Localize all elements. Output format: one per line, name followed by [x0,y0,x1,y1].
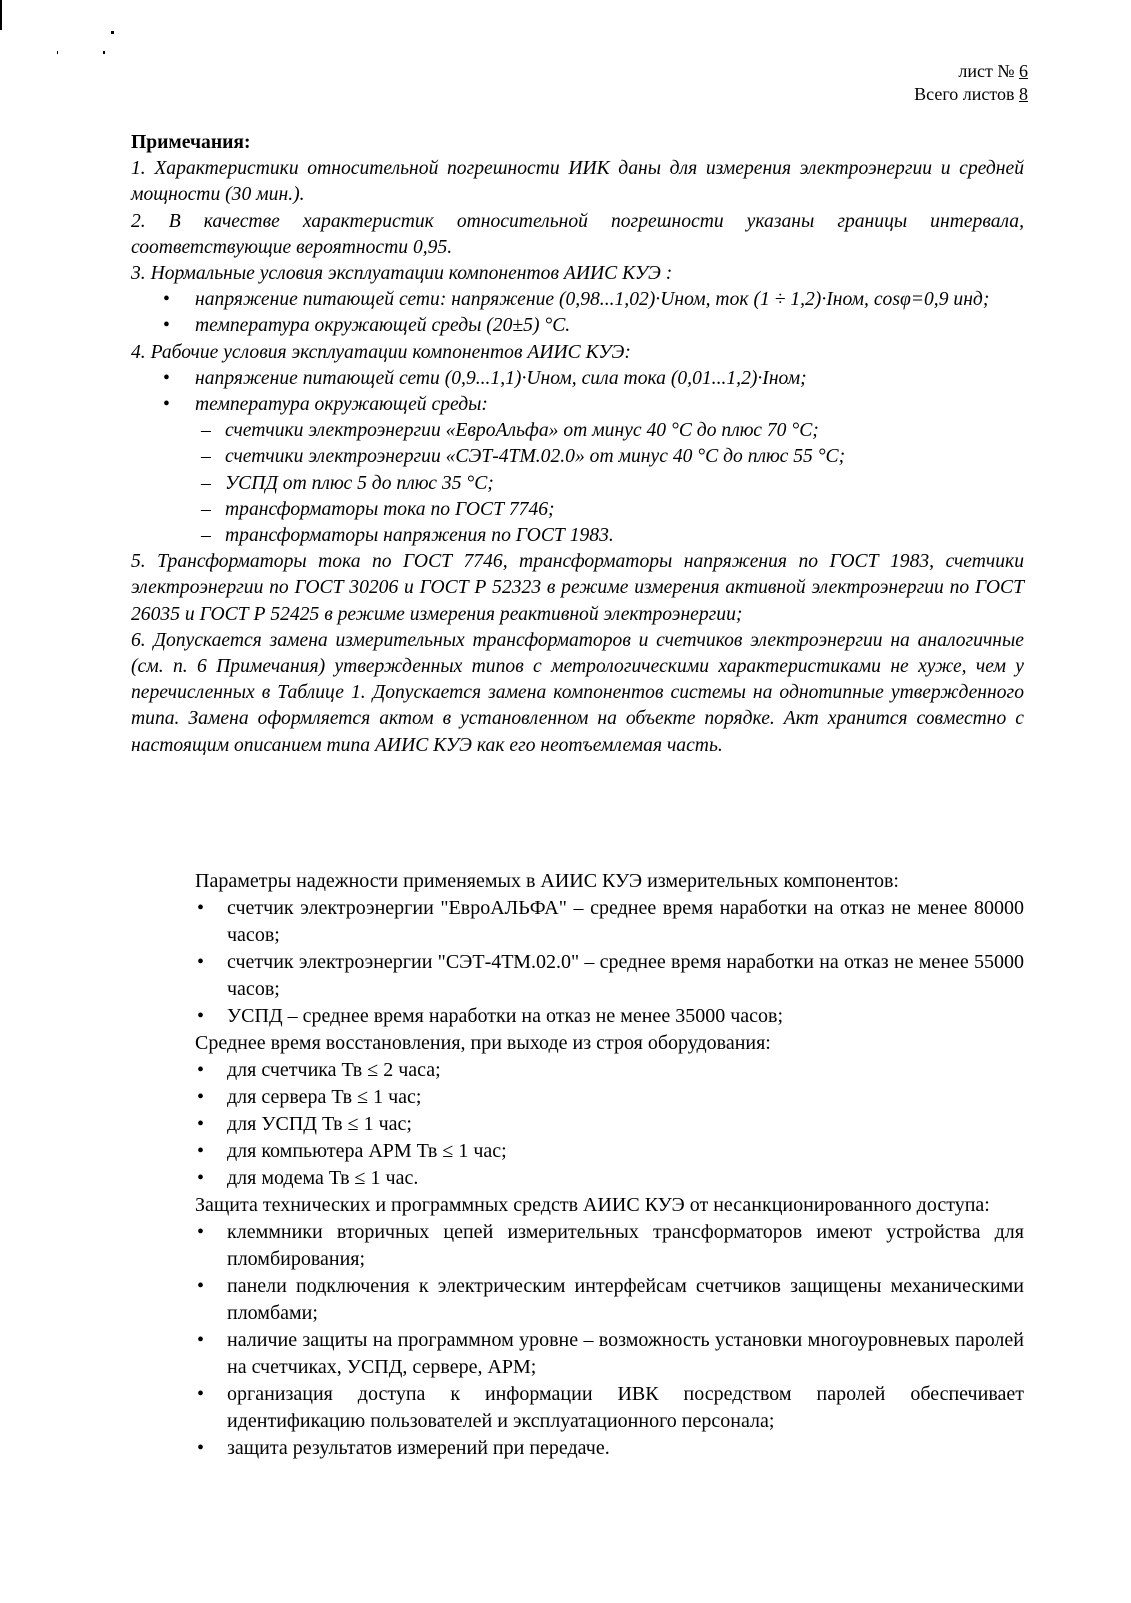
scan-artifact [111,31,114,34]
reliability-intro: Параметры надежности применяемых в АИИС КУЭ измерительных компонентов: [195,870,899,892]
note-3: 3. Нормальные условия эксплуатации компонентов АИИС КУЭ : [131,263,673,285]
scan-artifact [0,0,2,30]
list-item: • для компьютера АРМ Тв ≤ 1 час; [131,1138,1024,1165]
list-item: • для УСПД Тв ≤ 1 час; [131,1111,1024,1138]
list-item: • панели подключения к электрическим интерфейсам счетчиков защищены механическими пломбами; [131,1273,1024,1327]
sub-list-item: – трансформаторы напряжения по ГОСТ 1983. [131,523,1024,549]
list-item: • организация доступа к информации ИВК посредством паролей обеспечивает идентификацию пользователей и эксплуатационного персонала; [131,1381,1024,1435]
sub-list-item: – УСПД от плюс 5 до плюс 35 °C; [131,471,1024,497]
list-item: • температура окружающей среды: [131,392,1024,418]
list-item: • напряжение питающей сети (0,9...1,1)·Uном, сила тока (0,01...1,2)·Iном; [131,366,1024,392]
scan-artifact [103,51,105,54]
protection-intro: Защита технических и программных средств АИИС КУЭ от несанкционированного доступа: [195,1194,990,1216]
list-item: • счетчик электроэнергии "СЭТ-4ТМ.02.0" – среднее время наработки на отказ не менее 55000 часов; [131,949,1024,1003]
note-4: 4. Рабочие условия эксплуатации компонентов АИИС КУЭ: [131,341,631,363]
recovery-intro: Среднее время восстановления, при выходе из строя оборудования: [195,1032,771,1054]
sub-list-item: – счетчики электроэнергии «ЕвроАльфа» от минус 40 °C до плюс 70 °C; [131,418,1024,444]
list-item: • наличие защиты на программном уровне – возможность установки многоуровневых паролей на счетчиках, УСПД, сервере, АРМ; [131,1327,1024,1381]
notes-section [131,130,1024,759]
sub-list-item: – трансформаторы тока по ГОСТ 7746; [131,497,1024,523]
note-5: 5. Трансформаторы тока по ГОСТ 7746, трансформаторы напряжения по ГОСТ 1983, счетчики электроэнергии по ГОСТ 30206 и ГОСТ Р 52323 в режиме измерения активной электроэнергии по ГОСТ 26035 и ГОСТ Р 52425 в режиме измерения реактивной электроэнергии; [131,551,1024,625]
note-2: 2. В качестве характеристик относительной погрешности указаны границы интервала, соответствующие вероятности 0,95. [131,210,1024,258]
list-item: • температура окружающей среды (20±5) °C. [131,313,1024,339]
page-number-block [914,60,1028,106]
list-item: • для модема Тв ≤ 1 час. [131,1165,1024,1192]
reliability-section [131,868,1024,1462]
list-item: • клеммники вторичных цепей измерительных трансформаторов имеют устройства для пломбирования; [131,1219,1024,1273]
list-item: • защита результатов измерений при передаче. [131,1435,1024,1462]
scan-artifact [57,51,58,54]
note-6: 6. Допускается замена измерительных трансформаторов и счетчиков электроэнергии на аналогичные (см. п. 6 Примечания) утвержденных типов с метрологическими характеристиками не хуже, чем у перечисленных в Таблице 1. Допускается замена компонентов системы на однотипные утвержденного типа. Замена оформляется актом в установленном на объекте порядке. Акт хранится совместно с настоящим описанием типа АИИС КУЭ как его неотъемлемая часть. [131,629,1024,756]
note-1: 1. Характеристики относительной погрешности ИИК даны для измерения электроэнергии и средней мощности (30 мин.). [131,158,1024,206]
notes-title: Примечания: [131,132,251,153]
sub-list-item: – счетчики электроэнергии «СЭТ-4ТМ.02.0» от минус 40 °C до плюс 55 °C; [131,444,1024,470]
sheet-number: лист № 6 [958,61,1028,81]
list-item: • УСПД – среднее время наработки на отказ не менее 35000 часов; [131,1003,1024,1030]
list-item: • для счетчика Тв ≤ 2 часа; [131,1057,1024,1084]
total-sheets: Всего листов 8 [914,84,1028,104]
list-item: • для сервера Тв ≤ 1 час; [131,1084,1024,1111]
list-item: • счетчик электроэнергии "ЕвроАЛЬФА" – среднее время наработки на отказ не менее 80000 часов; [131,895,1024,949]
list-item: • напряжение питающей сети: напряжение (0,98...1,02)·Uном, ток (1 ÷ 1,2)·Iном, cosφ=0,9 инд; [131,287,1024,313]
